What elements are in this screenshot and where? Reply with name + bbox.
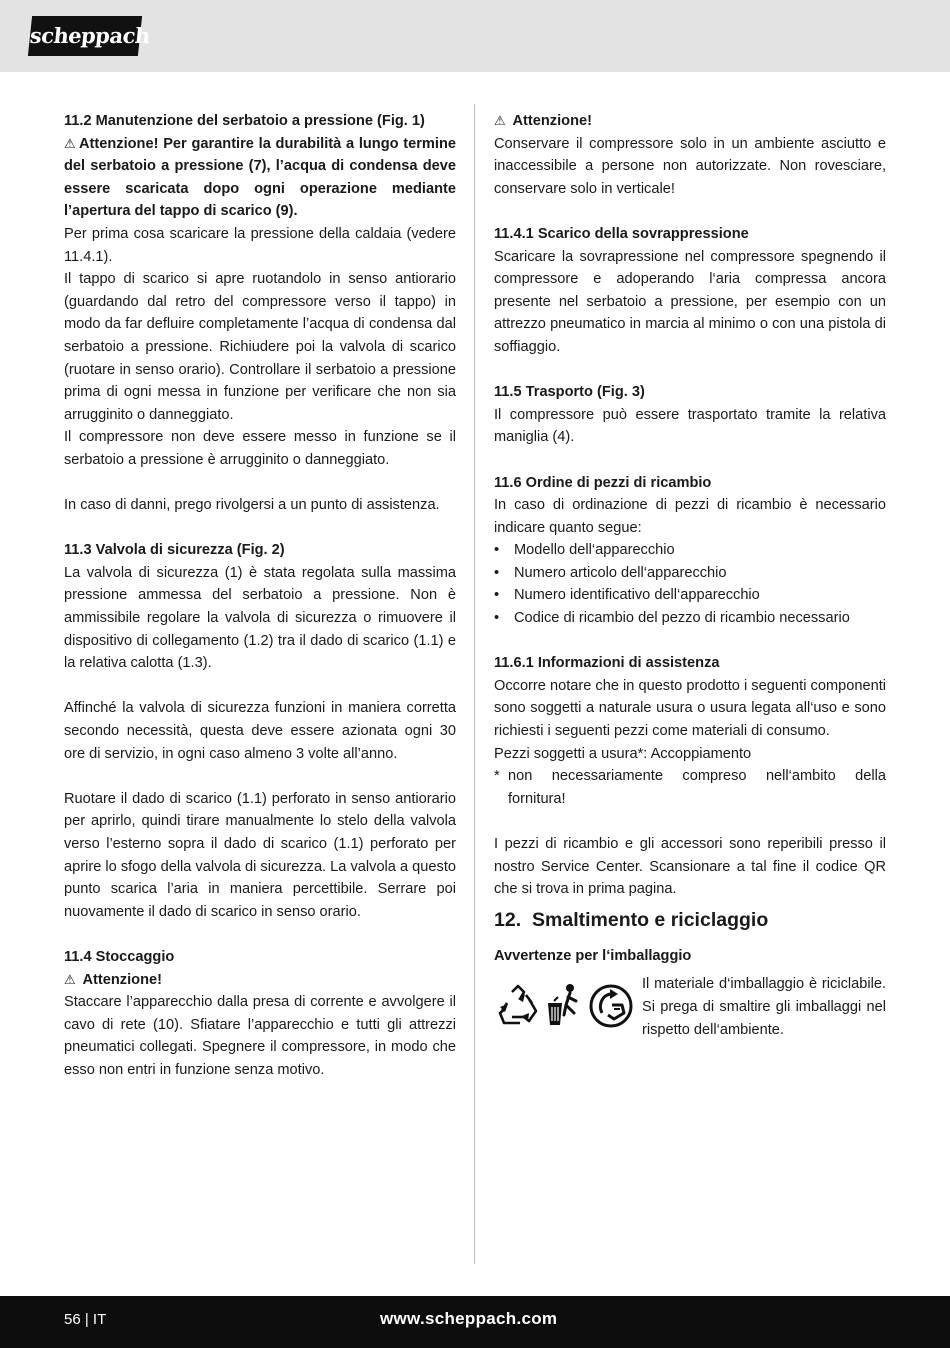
paragraph: Conservare il compressore solo in un ambiente asciutto e inaccessibile a persone non autorizzate. Non rovesciare, conservare solo in verticale! bbox=[494, 135, 886, 197]
paragraph: Scaricare la sovrapressione nel compressore spegnendo il compressore e adoperando l‘aria compressa ancora presente nel serbatoio a pressione, per esempio con un attrezzo pneumatico in marcia al minimo o con una pistola di soffiaggio. bbox=[494, 248, 886, 355]
scheppach-logo: scheppach bbox=[28, 16, 142, 56]
list-item: • Numero articolo dell‘apparecchio bbox=[494, 562, 886, 585]
section-11-3-title: 11.3 Valvola di sicurezza (Fig. 2) bbox=[64, 542, 285, 559]
left-column bbox=[64, 110, 456, 1082]
page-footer bbox=[0, 1296, 950, 1348]
warning-icon: ⚠ bbox=[64, 971, 76, 987]
page-header bbox=[0, 0, 950, 72]
footnote-text: non necessariamente compreso nell‘ambito della fornitura! bbox=[508, 768, 886, 807]
website-link[interactable]: www.scheppach.com bbox=[380, 1309, 558, 1328]
footnote bbox=[494, 765, 886, 810]
section-11-2-warning bbox=[64, 133, 456, 223]
section-11-4-1-title: 11.4.1 Scarico della sovrappressione bbox=[494, 225, 749, 242]
list-item: • Modello dell‘apparecchio bbox=[494, 539, 886, 562]
list-item: • Numero identificativo dell‘apparecchio bbox=[494, 584, 886, 607]
paragraph: In caso di ordinazione di pezzi di ricambio è necessario indicare quanto segue: bbox=[494, 497, 886, 536]
footnote-star: * bbox=[494, 768, 500, 785]
paragraph: Il compressore non deve essere messo in funzione se il serbatoio a pressione è arrugginito o danneggiato. bbox=[64, 429, 456, 468]
paragraph: Il tappo di scarico si apre ruotandolo in senso antiorario (guardando dal retro del compressore verso il tappo) in modo da far defluire completamente l’acqua di condensa dal serbatoio a pressione. Richiudere poi la valvola di scarico (ruotare in senso orario). Controllare il serbatoio a pressione prima di ogni messa in funzione per verificare che non sia arrugginito o danneggiato. bbox=[64, 271, 456, 423]
packaging-text: Il materiale d‘imballaggio è riciclabile. Si prega di smaltire gli imballaggi nel rispetto dell‘ambiente. bbox=[642, 976, 886, 1038]
paragraph: In caso di danni, prego rivolgersi a un punto di assistenza. bbox=[64, 497, 440, 514]
section-11-4-title: 11.4 Stoccaggio bbox=[64, 948, 175, 965]
section-number: 12. bbox=[494, 908, 522, 931]
trash-bin-icon bbox=[544, 983, 584, 1027]
paragraph: Affinché la valvola di sicurezza funzioni in maniera corretta secondo necessità, questa deve essere azionata ogni 30 ore di servizio, in ogni caso almeno 3 volte all’anno. bbox=[64, 700, 456, 762]
packaging-block bbox=[494, 973, 886, 1043]
warning-label: Attenzione! bbox=[512, 113, 592, 129]
storage-warning-heading bbox=[494, 110, 886, 133]
section-11-2-title: 11.2 Manutenzione del serbatoio a pressione (Fig. 1) bbox=[64, 113, 425, 129]
section-12-heading bbox=[494, 907, 886, 933]
paragraph: I pezzi di ricambio e gli accessori sono reperibili presso il nostro Service Center. Scansionare a tal fine il codice QR che si trova in prima pagina. bbox=[494, 836, 886, 898]
paragraph: Occorre notare che in questo prodotto i seguenti componenti sono soggetti a naturale usura o usura legata all‘uso e sono richiesti i seguenti pezzi come materiali di consumo. bbox=[494, 677, 886, 740]
recycle-hand-icon bbox=[588, 983, 634, 1029]
warning-icon: ⚠ bbox=[494, 113, 506, 128]
paragraph: Staccare l’apparecchio dalla presa di corrente e avvolgere il cavo di rete (10). Sfiatare l’apparecchio e tutti gli attrezzi pneumatici collegati. Spegnere il compressore, in modo che esso non entri in funzione senza motivo. bbox=[64, 994, 456, 1078]
section-11-6-1-title: 11.6.1 Informazioni di assistenza bbox=[494, 655, 720, 672]
paragraph: Ruotare il dado di scarico (1.1) perforato in senso antiorario per aprirlo, quindi tirare manualmente lo stelo della valvola verso l’esterno sopra il dado di scarico (1.1) perforato per aprire lo sfogo della valvola di sicurezza. La valvola a questo punto scarica l’aria in maniera percettibile. Serrare poi nuovamente il dado di scarico in senso orario. bbox=[64, 790, 456, 920]
warning-label: Attenzione! bbox=[82, 971, 162, 988]
paragraph: Per prima cosa scaricare la pressione della caldaia (vedere 11.4.1). bbox=[64, 225, 456, 265]
section-11-4-warning bbox=[64, 969, 456, 992]
warning-icon: ⚠ bbox=[64, 135, 76, 151]
packaging-icons bbox=[494, 983, 636, 1039]
paragraph: Il compressore può essere trasportato tramite la relativa maniglia (4). bbox=[494, 406, 886, 446]
warning-label: Attenzione! bbox=[79, 135, 159, 152]
section-title: Smaltimento e riciclaggio bbox=[532, 908, 769, 931]
recycle-icon bbox=[496, 983, 540, 1027]
page-number: 56 | IT bbox=[64, 1311, 107, 1328]
paragraph: Pezzi soggetti a usura*: Accoppiamento bbox=[494, 745, 752, 762]
spare-parts-list bbox=[494, 539, 886, 629]
section-11-5-title: 11.5 Trasporto (Fig. 3) bbox=[494, 384, 645, 401]
column-divider bbox=[474, 104, 475, 1264]
section-11-6-title: 11.6 Ordine di pezzi di ricambio bbox=[494, 474, 712, 491]
warning-text: Per garantire la durabilità a lungo termine del serbatoio a pressione (7), l’acqua di condensa deve essere scaricata dopo ogni operazione mediante l’apertura del tappo di scarico (9). bbox=[64, 135, 456, 220]
packaging-title: Avvertenze per l‘imballaggio bbox=[494, 947, 692, 964]
right-column bbox=[494, 110, 886, 1043]
list-item: • Codice di ricambio del pezzo di ricambio necessario bbox=[494, 607, 886, 630]
paragraph: La valvola di sicurezza (1) è stata regolata sulla massima pressione ammessa del serbatoio a pressione. Non è ammissibile regolare la valvola di sicurezza o rimuovere il dispositivo di collegamento (1.2) tra il dado di scarico (1.1) e la relativa calotta (1.3). bbox=[64, 564, 456, 672]
